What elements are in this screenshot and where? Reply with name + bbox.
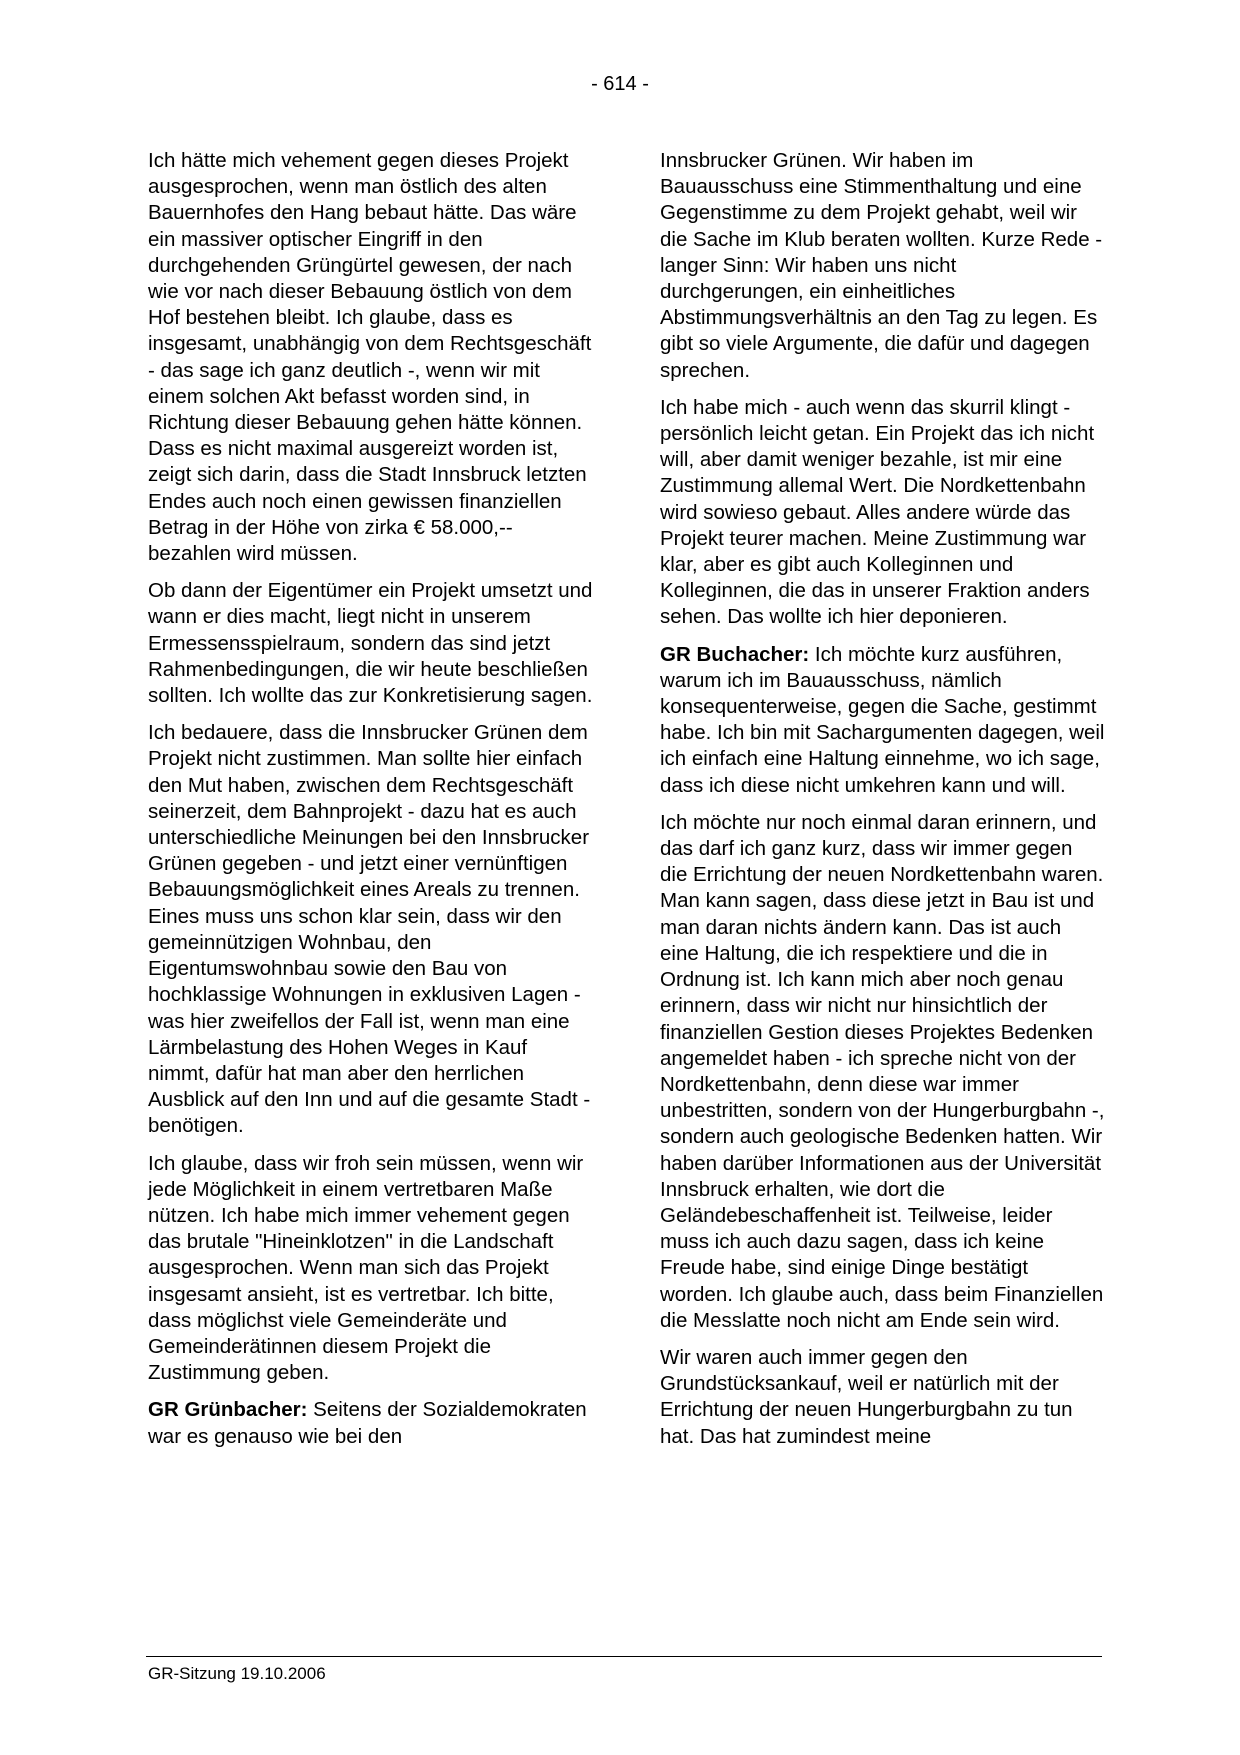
footer-divider [146, 1656, 1102, 1657]
speaker-name: GR Buchacher: [660, 642, 810, 666]
paragraph [660, 810, 1105, 1334]
paragraph-text: Ich möchte nur noch einmal daran erinnern, und das darf ich ganz kurz, dass wir immer gegen die Errichtung der neuen Nordkettenbahn waren. Man kann sagen, dass diese jetzt in Bau ist und man daran nichts ändern kann. Das ist auch eine Haltung, die ich respektiere und die in Ordnung ist. Ich kann mich aber noch genau erinnern, dass wir nicht nur hinsichtlich der finanziellen Gestion dieses Projektes Bedenken angemeldet haben - ich spreche nicht von der Nordkettenbahn, denn diese war immer unbestritten, sondern von der Hungerburgbahn -, sondern auch geologische Bedenken hatten. Wir haben darüber Informationen aus der Universität Innsbruck erhalten, wie dort die Geländebeschaffenheit ist. Teilweise, leider muss ich auch dazu sagen, dass ich keine Freude habe, sind einige Dinge bestätigt worden. Ich glaube auch, dass beim Finanziellen die Messlatte noch nicht am Ende sein wird. [660, 810, 1105, 1332]
speaker-name: GR Grünbacher: [148, 1398, 308, 1422]
right-column [660, 148, 1105, 1461]
paragraph [148, 720, 593, 1139]
paragraph [148, 1151, 593, 1387]
paragraph [660, 395, 1105, 631]
paragraph-text: Ob dann der Eigentümer ein Projekt umsetzt und wann er dies macht, liegt nicht in unserem Ermessensspielraum, sondern das sind jetzt Rahmenbedingungen, die wir heute beschließen sollten. Ich wollte das zur Konkretisierung sagen. [148, 579, 593, 708]
left-column [148, 148, 593, 1461]
paragraph [148, 578, 593, 709]
paragraph-text: Ich habe mich - auch wenn das skurril klingt - persönlich leicht getan. Ein Projekt das ich nicht will, aber damit weniger bezahle, ist mir eine Zustimmung allemal Wert. Die Nordkettenbahn wird sowieso gebaut. Alles andere würde das Projekt teurer machen. Meine Zustimmung war klar, aber es gibt auch Kolleginnen und Kolleginnen, die das in unserer Fraktion anders sehen. Das wollte ich hier deponieren. [660, 395, 1095, 629]
page-number: - 614 - [591, 73, 649, 95]
paragraph [148, 148, 593, 567]
paragraph-text: Seitens der Sozialdemokraten war es genauso wie bei den [148, 1398, 587, 1448]
paragraph-text: Ich glaube, dass wir froh sein müssen, wenn wir jede Möglichkeit in einem vertretbaren Maße nützen. Ich habe mich immer vehement gegen das brutale "Hineinklotzen" in die Landschaft ausgesprochen. Wenn man sich das Projekt insgesamt ansieht, ist es vertretbar. Ich bitte, dass möglichst viele Gemeinderäte und Gemeinderätinnen diesem Projekt die Zustimmung geben. [148, 1151, 584, 1385]
paragraph-text: Wir waren auch immer gegen den Grundstücksankauf, weil er natürlich mit der Errichtung der neuen Hungerburgbahn zu tun hat. Das hat zumindest meine [660, 1345, 1073, 1448]
paragraph-text: Ich hätte mich vehement gegen dieses Projekt ausgesprochen, wenn man östlich des alten Bauernhofes den Hang bebaut hätte. Das wäre ein massiver optischer Eingriff in den durchgehenden Grüngürtel gewesen, der nach wie vor nach dieser Bebauung östlich von dem Hof bestehen bleibt. Ich glaube, dass es insgesamt, unabhängig von dem Rechtsgeschäft - das sage ich ganz deutlich -, wenn wir mit einem solchen Akt befasst worden sind, in Richtung dieser Bebauung gehen hätte können. Dass es nicht maximal ausgereizt worden ist, zeigt sich darin, dass die Stadt Innsbruck letzten Endes auch noch einen gewissen finanziellen Betrag in der Höhe von zirka € 58.000,-- bezahlen wird müssen. [148, 149, 592, 566]
footer-session: GR-Sitzung 19.10.2006 [148, 1664, 326, 1683]
paragraph-text: Ich möchte kurz ausführen, warum ich im Bauausschuss, nämlich konsequenterweise, gegen die Sache, gestimmt habe. Ich bin mit Sachargumenten dagegen, weil ich einfach eine Haltung einnehme, wo ich sage, dass ich diese nicht umkehren kann und will. [660, 642, 1105, 797]
paragraph [660, 642, 1105, 799]
paragraph-text: Ich bedauere, dass die Innsbrucker Grünen dem Projekt nicht zustimmen. Man sollte hier einfach den Mut haben, zwischen dem Rechtsgeschäft seinerzeit, dem Bahnprojekt - dazu hat es auch unterschiedliche Meinungen bei den Innsbrucker Grünen gegeben - und jetzt einer vernünftigen Bebauungsmöglichkeit eines Areals zu trennen. Eines muss uns schon klar sein, dass wir den gemeinnützigen Wohnbau, den Eigentumswohnbau sowie den Bau von hochklassige Wohnungen in exklusiven Lagen - was hier zweifellos der Fall ist, wenn man eine Lärmbelastung des Hohen Weges in Kauf nimmt, dafür hat man aber den herrlichen Ausblick auf den Inn und auf die gesamte Stadt - benötigen. [148, 721, 591, 1138]
paragraph-text: Innsbrucker Grünen. Wir haben im Bauausschuss eine Stimmenthaltung und eine Gegenstimme zu dem Projekt gehabt, weil wir die Sache im Klub beraten wollten. Kurze Rede - langer Sinn: Wir haben uns nicht durchgerungen, ein einheitliches Abstimmungsverhältnis an den Tag zu legen. Es gibt so viele Argumente, die dafür und dagegen sprechen. [660, 149, 1103, 382]
paragraph [660, 1345, 1105, 1450]
paragraph [148, 1397, 593, 1449]
paragraph [660, 148, 1105, 384]
